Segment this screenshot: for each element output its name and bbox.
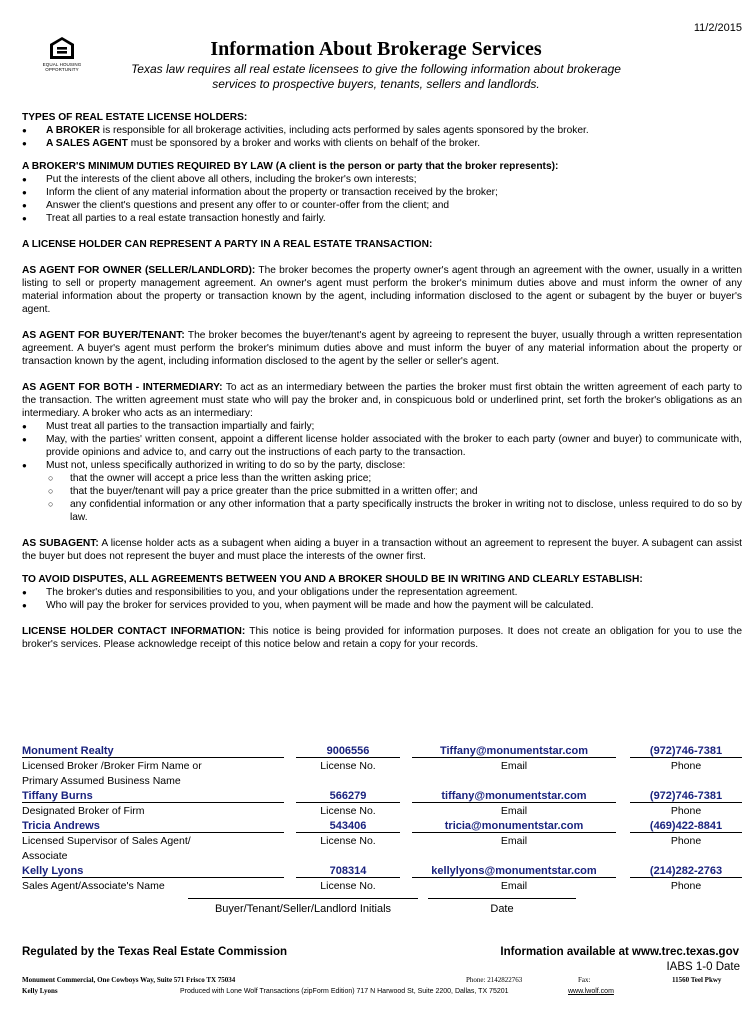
field-label: Phone	[670, 880, 702, 892]
designated-broker-name-field[interactable]: Tiffany Burns	[22, 789, 284, 803]
supervisor-email-field[interactable]: tricia@monumentstar.com	[412, 819, 616, 833]
table-row	[22, 879, 742, 894]
types-heading: TYPES OF REAL ESTATE LICENSE HOLDERS:	[22, 112, 248, 123]
list-item: ● Must treat all parties to the transaction impartially and fairly;	[22, 420, 742, 433]
agent-email-field[interactable]: kellylyons@monumentstar.com	[412, 864, 616, 878]
list-item: ● The broker's duties and responsibilities to you, and your obligations under the representation agreement.	[22, 586, 742, 599]
supervisor-name-field[interactable]: Tricia Andrews	[22, 819, 284, 833]
table-row	[22, 744, 742, 759]
logo-text: EQUAL HOUSING OPPORTUNITY	[42, 62, 82, 72]
website-link[interactable]: www.lwolf.com	[568, 988, 614, 995]
disputes-list	[22, 586, 742, 612]
field-label: Email	[500, 805, 528, 817]
broker-name-field[interactable]: Monument Realty	[22, 744, 284, 758]
list-item: ● A BROKER is responsible for all brokerage activities, including acts performed by sales agents sponsored by the broker.	[22, 124, 742, 137]
table-row	[22, 789, 742, 804]
represent-heading: A LICENSE HOLDER CAN REPRESENT A PARTY IN A REAL ESTATE TRANSACTION:	[22, 239, 433, 250]
field-label: Email	[500, 835, 528, 847]
form-id: IABS 1-0 Date	[666, 961, 740, 973]
field-label: Phone	[670, 760, 702, 772]
footer-agent: Kelly Lyons	[22, 987, 58, 995]
broker-email-field[interactable]: Tiffany@monumentstar.com	[412, 744, 616, 758]
designated-broker-phone-field[interactable]: (972)746-7381	[630, 789, 742, 803]
table-row	[22, 819, 742, 834]
list-item: ○ any confidential information or any other information that a party specifically instructs the broker in writing not to disclose, unless required to do so by law.	[46, 498, 742, 524]
field-label: License No.	[320, 805, 376, 817]
supervisor-phone-field[interactable]: (469)422-8841	[630, 819, 742, 833]
office-address: Monument Commercial, One Cowboys Way, Suite 571 Frisco TX 75034	[22, 976, 236, 984]
list-item: ○ that the buyer/tenant will pay a price greater than the price submitted in a written offer; and	[46, 485, 742, 498]
designated-broker-license-field[interactable]: 566279	[296, 789, 400, 803]
list-item: ● Inform the client of any material information about the property or transaction received by the broker;	[22, 186, 742, 199]
agent-phone-field[interactable]: (214)282-2763	[630, 864, 742, 878]
table-row	[22, 834, 742, 849]
table-row	[22, 864, 742, 879]
field-label: Phone	[670, 805, 702, 817]
table-row	[22, 849, 742, 864]
intermediary-list	[22, 420, 742, 472]
broker-license-field[interactable]: 9006556	[296, 744, 400, 758]
disputes-heading: TO AVOID DISPUTES, ALL AGREEMENTS BETWEEN YOU AND A BROKER SHOULD BE IN WRITING AND CLEARLY ESTABLISH:	[22, 574, 643, 585]
types-list	[22, 124, 742, 150]
produced-with: Produced with Lone Wolf Transactions (zipForm Edition) 717 N Harwood St, Suite 2200, Dallas, TX 75201	[180, 988, 509, 995]
document-body	[22, 111, 742, 651]
field-label: Email	[500, 760, 528, 772]
regulated-by: Regulated by the Texas Real Estate Commission	[22, 946, 288, 958]
contact-info-paragraph: LICENSE HOLDER CONTACT INFORMATION: This notice is being provided for information purposes. It does not create an obligation for you to use the broker's services. Please acknowledge receipt of this notice below and retain a copy for your records.	[22, 626, 742, 650]
field-label: License No.	[320, 880, 376, 892]
field-label: Licensed Supervisor of Sales Agent/	[22, 835, 191, 847]
office-phone: Phone: 2142822763	[466, 976, 523, 984]
page-subtitle: Texas law requires all real estate licensees to give the following information about brokerage services to prospective buyers, tenants, sellers and landlords.	[131, 62, 621, 91]
disclose-list	[46, 472, 742, 524]
list-item: ● Treat all parties to a real estate transaction honestly and fairly.	[22, 212, 742, 225]
field-label: Email	[500, 880, 528, 892]
office-fax: Fax:	[578, 976, 591, 984]
intermediary-paragraph: AS AGENT FOR BOTH - INTERMEDIARY: To act as an intermediary between the parties the broker must first obtain the written agreement of each party to the transaction. The written agreement must state who will pay the broker and, in conspicuous bold or underlined print, set forth the broker's obligations as an intermediary. A broker who acts as an intermediary:	[22, 382, 742, 419]
contact-table	[22, 744, 742, 894]
field-label: License No.	[320, 760, 376, 772]
list-item: ● Must not, unless specifically authorized in writing to do so by the party, disclose:	[22, 459, 742, 472]
office-street: 11560 Teel Pkwy	[672, 976, 722, 984]
table-row	[22, 774, 742, 789]
agent-license-field[interactable]: 708314	[296, 864, 400, 878]
duties-list	[22, 173, 742, 225]
duties-heading: A BROKER'S MINIMUM DUTIES REQUIRED BY LAW (A client is the person or party that the broker represents):	[22, 161, 559, 172]
date-field[interactable]: Date	[428, 898, 576, 916]
page-title: Information About Brokerage Services	[210, 38, 542, 60]
document-date: 11/2/2015	[693, 22, 742, 34]
list-item: ● Put the interests of the client above all others, including the broker's own interests;	[22, 173, 742, 186]
designated-broker-email-field[interactable]: tiffany@monumentstar.com	[412, 789, 616, 803]
supervisor-license-field[interactable]: 543406	[296, 819, 400, 833]
info-available: Information available at www.trec.texas.gov	[500, 946, 739, 958]
field-label: Licensed Broker /Broker Firm Name or	[22, 760, 202, 772]
buyer-paragraph: AS AGENT FOR BUYER/TENANT: The broker becomes the buyer/tenant's agent by agreeing to represent the buyer, usually through a written representation agreement. A buyer's agent must perform the broker's minimum duties above and must inform the buyer of any material information about the property or transaction known by the agent, including information disclosed to the agent by the seller or seller's agent.	[22, 330, 742, 367]
list-item: ○ that the owner will accept a price less than the written asking price;	[46, 472, 742, 485]
subagent-paragraph: AS SUBAGENT: A license holder acts as a subagent when aiding a buyer in a transaction without an agreement to represent the buyer. A subagent can assist the buyer but does not represent the buyer and must place the interests of the owner first.	[22, 538, 742, 562]
broker-phone-field[interactable]: (972)746-7381	[630, 744, 742, 758]
field-label: Phone	[670, 835, 702, 847]
list-item: ● May, with the parties' written consent, appoint a different license holder associated with the broker to each party (owner and buyer) to communicate with, provide opinions and advice to, and carry out the instructions of each party to the transaction.	[22, 433, 742, 459]
field-label: Associate	[22, 850, 68, 862]
initials-field[interactable]: Buyer/Tenant/Seller/Landlord Initials	[188, 898, 418, 916]
agent-name-field[interactable]: Kelly Lyons	[22, 864, 284, 878]
list-item: ● Who will pay the broker for services provided to you, when payment will be made and how the payment will be calculated.	[22, 599, 742, 612]
table-row	[22, 804, 742, 819]
list-item: ● Answer the client's questions and present any offer to or counter-offer from the client; and	[22, 199, 742, 212]
owner-paragraph: AS AGENT FOR OWNER (SELLER/LANDLORD): The broker becomes the property owner's agent through an agreement with the owner, usually in a written listing to sell or property management agreement. An owner's agent must perform the broker's minimum duties above and must inform the owner of any material information about the property or transaction known by the agent, including information disclosed to the agent or subagent by the buyer or buyer's agent.	[22, 265, 743, 315]
field-label: Sales Agent/Associate's Name	[22, 880, 165, 892]
table-row	[22, 759, 742, 774]
field-label: License No.	[320, 835, 376, 847]
field-label: Designated Broker of Firm	[22, 805, 145, 817]
field-label: Primary Assumed Business Name	[22, 775, 181, 787]
list-item: ● A SALES AGENT must be sponsored by a broker and works with clients on behalf of the broker.	[22, 137, 742, 150]
